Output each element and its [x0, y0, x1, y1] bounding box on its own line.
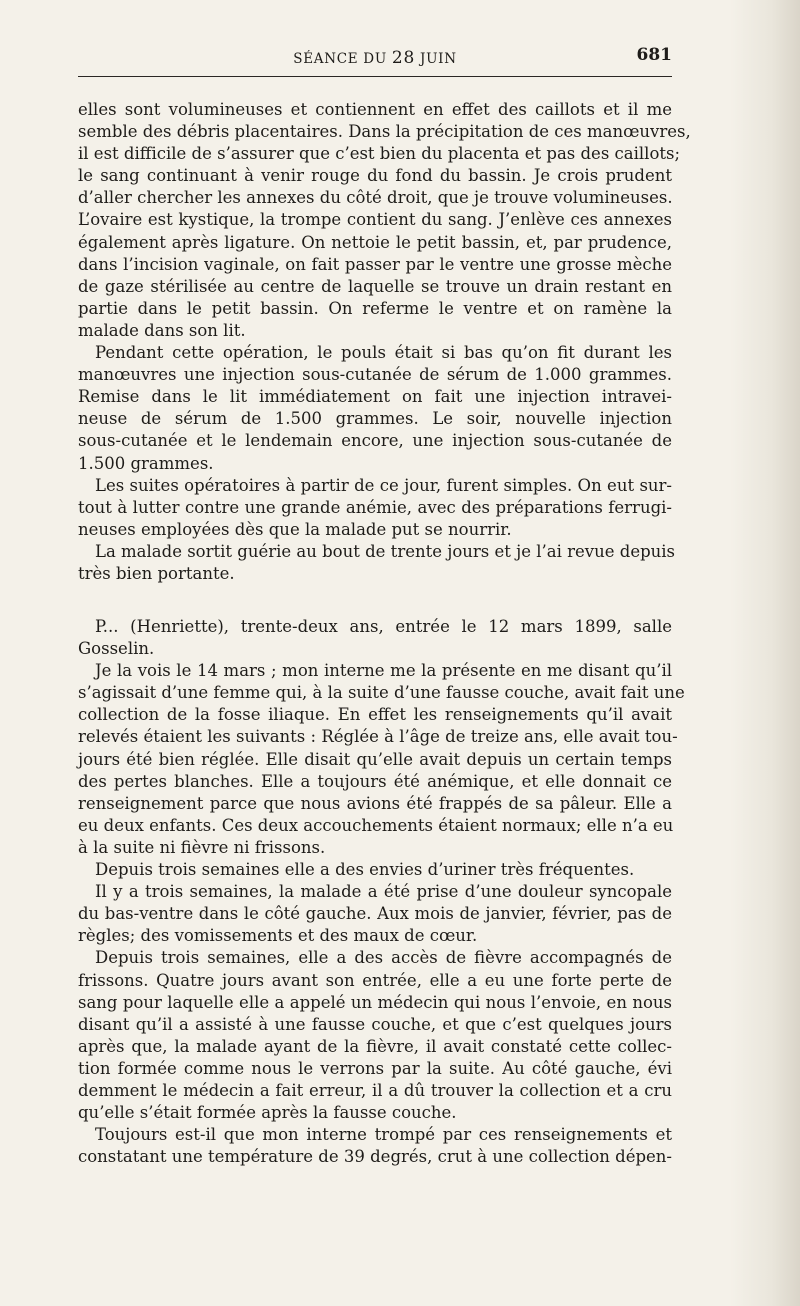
text-line: Gosselin.: [78, 639, 155, 659]
running-title: SÉANCE DU 28 JUIN: [293, 48, 457, 68]
text-line: constatant une température de 39 degrés, crut à une collection dépen-: [78, 1147, 672, 1167]
text-line: renseignement parce que nous avions été frappés de sa pâleur. Elle a: [78, 793, 672, 813]
page-header: [78, 45, 672, 69]
text-block-2: [78, 616, 685, 1168]
text-line: il est difficile de s’assurer que c’est bien du placenta et pas des caillots;: [78, 144, 681, 164]
text-line: Il y a trois semaines, la malade a été prise d’une douleur syncopale: [95, 882, 672, 902]
text-line: demment le médecin a fait erreur, il a dû trouver la collection et a cru: [78, 1080, 672, 1100]
text-line: collection de la fosse iliaque. En effet les renseignements qu’il avait: [78, 705, 672, 725]
text-line: Remise dans le lit immédiatement on fait une injection intravei-: [78, 387, 672, 407]
text-line: sang pour laquelle elle a appelé un médecin qui nous l’envoie, en nous: [78, 992, 672, 1012]
text-line: Je la vois le 14 mars ; mon interne me la présente en me disant qu’il: [95, 661, 672, 681]
text-line: neuse de sérum de 1.500 grammes. Le soir, nouvelle injection: [78, 409, 672, 429]
text-line: dans l’incision vaginale, on fait passer par le ventre une grosse mèche: [78, 254, 672, 274]
text-line: Depuis trois semaines elle a des envies d’uriner très fréquentes.: [95, 860, 635, 880]
text-line: manœuvres une injection sous-cutanée de sérum de 1.000 grammes.: [78, 365, 672, 385]
text-line: neuses employées dès que la malade put se nourrir.: [78, 519, 512, 539]
text-line: d’aller chercher les annexes du côté droit, que je trouve volumineuses.: [78, 188, 673, 208]
page-number: 681: [636, 45, 672, 65]
text-line: elles sont volumineuses et contiennent en effet des caillots et il me: [78, 100, 672, 119]
text-line: s’agissait d’une femme qui, à la suite d’une fausse couche, avait fait une: [78, 683, 685, 703]
text-line: à la suite ni fièvre ni frissons.: [78, 837, 326, 857]
text-line: P... (Henriette), trente-deux ans, entrée le 12 mars 1899, salle: [95, 617, 672, 636]
header-rule: [78, 76, 672, 77]
text-line: 1.500 grammes.: [78, 453, 214, 473]
text-line: disant qu’il a assisté à une fausse couche, et que c’est quelques jours: [78, 1014, 672, 1034]
text-line: des pertes blanches. Elle a toujours été anémique, et elle donnait ce: [78, 771, 672, 791]
text-line: après que, la malade ayant de la fièvre, il avait constaté cette collec-: [78, 1036, 672, 1056]
text-line: tion formée comme nous le verrons par la suite. Au côté gauche, évi: [78, 1058, 672, 1078]
text-line: Toujours est-il que mon interne trompé par ces renseignements et: [95, 1125, 672, 1145]
text-line: de gaze stérilisée au centre de laquelle se trouve un drain restant en: [78, 276, 672, 296]
text-line: malade dans son lit.: [78, 320, 246, 340]
text-line: relevés étaient les suivants : Réglée à l’âge de treize ans, elle avait tou-: [78, 727, 678, 747]
scanned-page-edge: [730, 0, 800, 1306]
text-line: tout à lutter contre une grande anémie, avec des préparations ferrugi-: [78, 497, 672, 517]
text-line: La malade sortit guérie au bout de trente jours et je l’ai revue depuis: [95, 541, 676, 561]
text-line: Depuis trois semaines, elle a des accès de fièvre accompagnés de: [95, 948, 672, 968]
text-line: qu’elle s’était formée après la fausse couche.: [78, 1103, 457, 1123]
text-line: règles; des vomissements et des maux de cœur.: [78, 926, 478, 946]
text-line: du bas-ventre dans le côté gauche. Aux mois de janvier, février, pas de: [78, 904, 672, 924]
text-line: L’ovaire est kystique, la trompe contient du sang. J’enlève ces annexes: [78, 210, 672, 230]
text-line: jours été bien réglée. Elle disait qu’elle avait depuis un certain temps: [78, 749, 672, 769]
text-line: frissons. Quatre jours avant son entrée, elle a eu une forte perte de: [78, 970, 672, 990]
text-line: Pendant cette opération, le pouls était si bas qu’on fit durant les: [95, 343, 672, 363]
text-line: partie dans le petit bassin. On referme le ventre et on ramène la: [78, 298, 672, 318]
text-line: Les suites opératoires à partir de ce jour, furent simples. On eut sur-: [95, 475, 672, 495]
text-line: eu deux enfants. Ces deux accouchements étaient normaux; elle n’a eu: [78, 815, 674, 835]
text-line: semble des débris placentaires. Dans la précipitation de ces manœuvres,: [78, 122, 691, 142]
text-line: le sang continuant à venir rouge du fond du bassin. Je crois prudent: [78, 166, 672, 186]
text-line: très bien portante.: [78, 563, 235, 583]
text-line: sous-cutanée et le lendemain encore, une injection sous-cutanée de: [78, 431, 672, 451]
text-line: également après ligature. On nettoie le petit bassin, et, par prudence,: [78, 232, 672, 252]
text-block-1: [78, 99, 691, 585]
